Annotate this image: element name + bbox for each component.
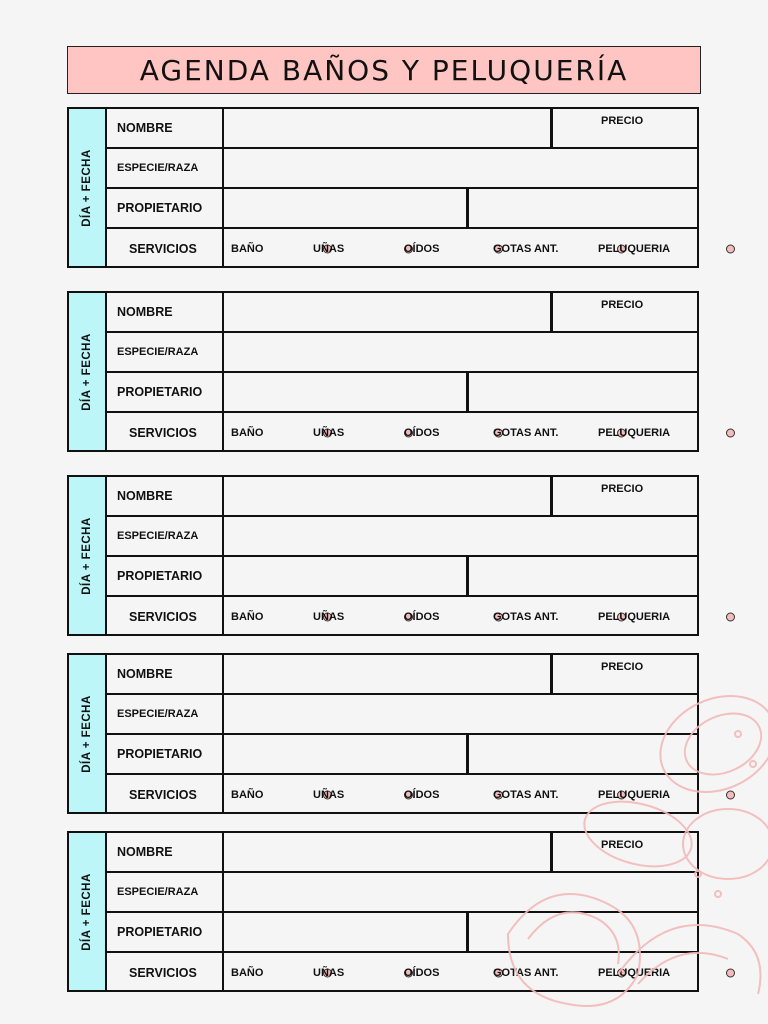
price-label: PRECIO [601, 483, 644, 495]
service-checkbox[interactable] [726, 612, 735, 621]
divider [550, 109, 553, 147]
services-label: SERVICIOS [129, 609, 197, 624]
service-option-label: PELUQUERIA [598, 966, 671, 979]
service-option-label: BAÑO [231, 610, 264, 623]
service-option-label: UÑAS [313, 242, 345, 255]
service-option-label: BAÑO [231, 788, 264, 801]
page-title-banner [67, 46, 701, 94]
price-label: PRECIO [601, 661, 644, 673]
date-cell[interactable] [69, 655, 107, 812]
species-row[interactable] [107, 873, 697, 913]
owner-row[interactable] [107, 373, 697, 413]
owner-row[interactable] [107, 735, 697, 775]
service-option-label: OÍDOS [404, 426, 440, 439]
owner-label: PROPIETARIO [117, 569, 203, 583]
date-cell[interactable] [69, 293, 107, 450]
divider [550, 655, 553, 693]
appointment-card [67, 831, 699, 992]
service-option-label: UÑAS [313, 610, 345, 623]
services-row [107, 229, 697, 268]
service-option-label: GOTAS ANT. [493, 788, 559, 801]
divider [466, 735, 469, 773]
divider [466, 189, 469, 227]
name-row[interactable] [107, 655, 697, 695]
service-checkbox[interactable] [726, 244, 735, 253]
name-label: NOMBRE [117, 667, 173, 681]
services-row [107, 597, 697, 636]
services-label: SERVICIOS [129, 241, 197, 256]
service-option-label: BAÑO [231, 966, 264, 979]
date-label: DÍA + FECHA [81, 694, 93, 773]
owner-label: PROPIETARIO [117, 747, 203, 761]
species-row[interactable] [107, 517, 697, 557]
owner-label: PROPIETARIO [117, 201, 203, 215]
divider [550, 833, 553, 871]
species-label: ESPECIE/RAZA [117, 162, 199, 174]
service-option-label: UÑAS [313, 788, 345, 801]
service-option-label: OÍDOS [404, 242, 440, 255]
service-option-label: GOTAS ANT. [493, 426, 559, 439]
divider [466, 913, 469, 951]
divider [466, 557, 469, 595]
date-label: DÍA + FECHA [81, 872, 93, 951]
service-option-label: UÑAS [313, 966, 345, 979]
service-option-label: GOTAS ANT. [493, 610, 559, 623]
owner-row[interactable] [107, 189, 697, 229]
appointment-card [67, 291, 699, 452]
service-option-label: PELUQUERIA [598, 788, 671, 801]
name-label: NOMBRE [117, 845, 173, 859]
date-label: DÍA + FECHA [81, 516, 93, 595]
service-option-label: GOTAS ANT. [493, 242, 559, 255]
owner-label: PROPIETARIO [117, 385, 203, 399]
services-row [107, 413, 697, 452]
appointment-card [67, 475, 699, 636]
species-label: ESPECIE/RAZA [117, 530, 199, 542]
service-option-label: OÍDOS [404, 966, 440, 979]
service-option-label: PELUQUERIA [598, 426, 671, 439]
species-label: ESPECIE/RAZA [117, 346, 199, 358]
service-option-label: OÍDOS [404, 788, 440, 801]
services-row [107, 953, 697, 992]
divider [550, 293, 553, 331]
name-row[interactable] [107, 477, 697, 517]
species-row[interactable] [107, 149, 697, 189]
price-label: PRECIO [601, 839, 644, 851]
service-checkbox[interactable] [726, 428, 735, 437]
service-option-label: BAÑO [231, 426, 264, 439]
owner-row[interactable] [107, 557, 697, 597]
date-label: DÍA + FECHA [81, 332, 93, 411]
services-label: SERVICIOS [129, 787, 197, 802]
divider [550, 477, 553, 515]
services-label: SERVICIOS [129, 425, 197, 440]
date-cell[interactable] [69, 477, 107, 634]
services-row [107, 775, 697, 814]
service-option-label: PELUQUERIA [598, 610, 671, 623]
divider [466, 373, 469, 411]
service-option-label: BAÑO [231, 242, 264, 255]
date-cell[interactable] [69, 109, 107, 266]
species-label: ESPECIE/RAZA [117, 886, 199, 898]
service-checkbox[interactable] [726, 968, 735, 977]
price-label: PRECIO [601, 299, 644, 311]
date-label: DÍA + FECHA [81, 148, 93, 227]
service-option-label: PELUQUERIA [598, 242, 671, 255]
appointment-card [67, 107, 699, 268]
name-label: NOMBRE [117, 121, 173, 135]
service-option-label: OÍDOS [404, 610, 440, 623]
service-option-label: GOTAS ANT. [493, 966, 559, 979]
name-label: NOMBRE [117, 305, 173, 319]
price-label: PRECIO [601, 115, 644, 127]
owner-row[interactable] [107, 913, 697, 953]
name-row[interactable] [107, 109, 697, 149]
species-row[interactable] [107, 695, 697, 735]
name-row[interactable] [107, 833, 697, 873]
species-row[interactable] [107, 333, 697, 373]
service-checkbox[interactable] [726, 790, 735, 799]
name-label: NOMBRE [117, 489, 173, 503]
date-cell[interactable] [69, 833, 107, 990]
appointment-card [67, 653, 699, 814]
service-option-label: UÑAS [313, 426, 345, 439]
page-title: AGENDA BAÑOS Y PELUQUERÍA [139, 53, 629, 87]
owner-label: PROPIETARIO [117, 925, 203, 939]
services-label: SERVICIOS [129, 965, 197, 980]
species-label: ESPECIE/RAZA [117, 708, 199, 720]
name-row[interactable] [107, 293, 697, 333]
